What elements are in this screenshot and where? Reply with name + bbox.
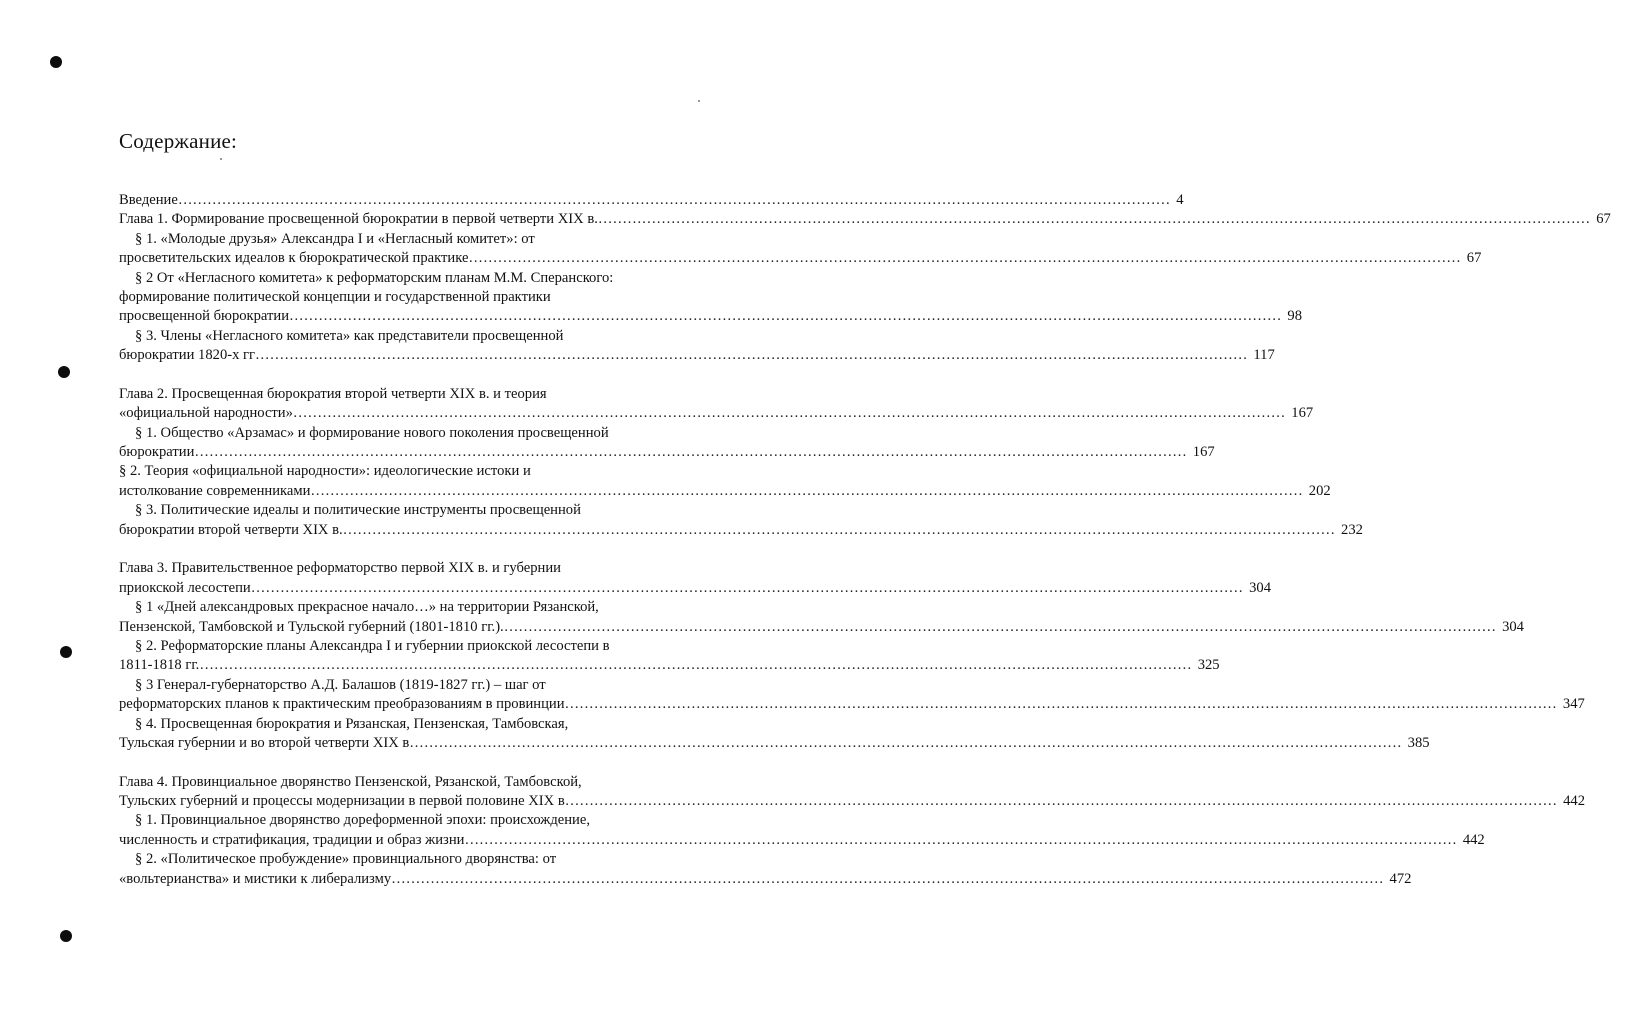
toc-page-number: 117 [1253, 347, 1275, 364]
scan-speck [220, 158, 222, 160]
toc-page-number: 232 [1341, 521, 1363, 538]
toc-line-text: бюрократии второй четверти XIX в. [119, 521, 343, 538]
toc-line-text: § 4. Просвещенная бюрократия и Рязанская, Пензенская, Тамбовская, [135, 715, 569, 732]
dot-leader [251, 579, 1243, 598]
toc-page-number: 347 [1562, 696, 1585, 713]
toc-line-text: реформаторских планов к практическим преобразованиям в провинции [119, 696, 565, 713]
toc-line-text: просвещенной бюрократии [119, 308, 290, 325]
punch-hole-upper-middle [58, 366, 70, 378]
toc-line [119, 249, 1482, 268]
toc-page-number: 67 [1596, 211, 1611, 228]
toc-page-number: 98 [1287, 308, 1302, 325]
toc-entry [119, 230, 1482, 269]
toc-line [119, 288, 719, 307]
punch-hole-lower-middle [60, 646, 72, 658]
dot-leader [343, 521, 1335, 540]
toc-line [119, 385, 719, 404]
toc-line-text: бюрократии [119, 444, 195, 461]
dot-leader [391, 870, 1383, 889]
toc-line-text: Глава 1. Формирование просвещенной бюрократии в первой четверти XIX в. [119, 211, 598, 228]
toc-entry [119, 191, 1184, 210]
toc-line [119, 618, 1524, 637]
toc-line-text: просветительских идеалов к бюрократической практике [119, 250, 469, 267]
toc-line [119, 230, 719, 249]
toc-line-text: § 2 От «Негласного комитета» к реформаторским планам М.М. Сперанского: [135, 269, 614, 286]
toc-line [119, 850, 719, 869]
dot-leader [464, 831, 1456, 850]
toc-line-text: § 2. Реформаторские планы Александра I и губернии приокской лесостепи в [135, 637, 610, 654]
toc-line-text: истолкование современниками [119, 482, 311, 499]
toc-entry [119, 327, 1275, 366]
section-gap [119, 540, 719, 559]
toc-entry [119, 385, 1314, 424]
toc-page-number: 304 [1249, 579, 1272, 596]
page-title: Содержание: [119, 129, 238, 153]
toc-line [119, 346, 1275, 365]
toc-entry [119, 210, 1611, 229]
toc-line [119, 715, 719, 734]
punch-hole-bottom [60, 930, 72, 942]
toc-line-text: численность и стратификация, традиции и образ жизни [119, 831, 465, 848]
dot-leader [504, 618, 1496, 637]
toc-line [119, 482, 1331, 501]
toc-line [119, 637, 719, 656]
toc-line [119, 695, 1585, 714]
toc-page-number: 67 [1466, 250, 1482, 267]
toc-line-text: Глава 2. Просвещенная бюрократия второй четверти XIX в. и теория [119, 385, 547, 402]
toc-line [119, 598, 719, 617]
toc-line-text: Глава 3. Правительственное реформаторство первой XIX в. и губернии [119, 560, 561, 577]
toc-line-text: § 2. «Политическое пробуждение» провинциального дворянства: от [135, 851, 557, 868]
toc-page-number: 167 [1291, 405, 1314, 422]
toc-entry [119, 501, 1363, 540]
toc-line-text: «вольтерианства» и мистики к либерализму [119, 870, 392, 887]
dot-leader [293, 404, 1285, 423]
toc-entry [119, 462, 1331, 501]
dot-leader [409, 734, 1401, 753]
toc-line-text: Пензенской, Тамбовской и Тульской губерний (1801-1810 гг.). [119, 618, 504, 635]
toc-page-number: 472 [1389, 870, 1412, 887]
toc-line [119, 676, 719, 695]
toc-line [119, 831, 1485, 850]
dot-leader [194, 443, 1186, 462]
toc-entry [119, 424, 1215, 463]
toc-entry [119, 676, 1585, 715]
toc-line-text: бюрократии 1820-х гг [119, 347, 256, 364]
section-gap [119, 366, 719, 385]
punch-hole-top [50, 56, 62, 68]
toc-line-text: «официальной народности» [119, 405, 293, 422]
toc-page-number: 442 [1563, 793, 1585, 810]
dot-leader [565, 792, 1557, 811]
scan-speck [698, 100, 700, 102]
toc-page-number: 4 [1176, 191, 1184, 208]
toc-line [119, 501, 719, 520]
toc-line [119, 579, 1272, 598]
dot-leader [199, 656, 1191, 675]
toc-line [119, 870, 1412, 889]
toc-line-text: Тульских губерний и процессы модернизации в первой половине XIX в [119, 793, 565, 810]
toc-page-number: 442 [1462, 831, 1485, 848]
toc-line [119, 210, 1611, 229]
toc-line [119, 462, 719, 481]
toc-entry [119, 598, 1524, 637]
toc-page-number: 167 [1192, 444, 1215, 461]
toc-line [119, 404, 1314, 423]
toc-page-number: 325 [1197, 657, 1220, 674]
toc-entry [119, 715, 1430, 754]
toc-line-text: § 2. Теория «официальной народности»: идеологические истоки и [119, 463, 531, 480]
dot-leader [598, 210, 1590, 229]
toc-line-text: § 1 «Дней александровых прекрасное начало…» на территории Рязанской, [135, 599, 599, 616]
toc-line [119, 307, 1302, 326]
toc-entry [119, 559, 1272, 598]
toc-page-number: 385 [1407, 734, 1430, 751]
toc-line-text: § 1. Провинциальное дворянство дореформенной эпохи: происхождение, [135, 812, 590, 829]
toc-entry [119, 812, 1485, 851]
toc-line [119, 559, 719, 578]
dot-leader [255, 346, 1247, 365]
toc-line-text: приокской лесостепи [119, 579, 251, 596]
toc-line [119, 443, 1215, 462]
toc-line-text: § 1. «Молодые друзья» Александра I и «Негласный комитет»: от [135, 230, 535, 247]
toc-page-number: 202 [1308, 482, 1331, 499]
toc-line [119, 812, 719, 831]
toc-line-text: § 1. Общество «Арзамас» и формирование нового поколения просвещенной [135, 424, 609, 441]
toc-line [119, 191, 1184, 210]
toc-line-text: Тульская губернии и во второй четверти XIX в [119, 734, 410, 751]
toc-line-text: § 3. Политические идеалы и политические инструменты просвещенной [135, 502, 581, 519]
toc-line [119, 327, 719, 346]
toc-line-text: формирование политической концепции и государственной практики [119, 288, 551, 305]
toc-line [119, 656, 1220, 675]
dot-leader [178, 191, 1170, 210]
toc-line-text: Глава 4. Провинциальное дворянство Пензенской, Рязанской, Тамбовской, [119, 773, 582, 790]
toc-line [119, 424, 719, 443]
toc-page-number: 304 [1502, 618, 1524, 635]
toc-line-text: 1811-1818 гг. [119, 657, 200, 674]
dot-leader [289, 307, 1281, 326]
dot-leader [310, 482, 1302, 501]
toc-line [119, 734, 1430, 753]
toc-line [119, 521, 1363, 540]
toc-entry [119, 269, 1302, 327]
section-gap [119, 753, 719, 772]
dot-leader [468, 249, 1460, 268]
toc-line [119, 792, 1585, 811]
table-of-contents [119, 191, 1611, 889]
toc-line-text: Введение [119, 191, 178, 208]
toc-entry [119, 850, 1412, 889]
toc-entry [119, 773, 1585, 812]
toc-entry [119, 637, 1220, 676]
toc-line-text: § 3. Члены «Негласного комитета» как представители просвещенной [135, 327, 564, 344]
dot-leader [565, 695, 1557, 714]
toc-line-text: § 3 Генерал-губернаторство А.Д. Балашов (1819-1827 гг.) – шаг от [135, 676, 546, 693]
toc-line [119, 773, 719, 792]
toc-line [119, 269, 719, 288]
